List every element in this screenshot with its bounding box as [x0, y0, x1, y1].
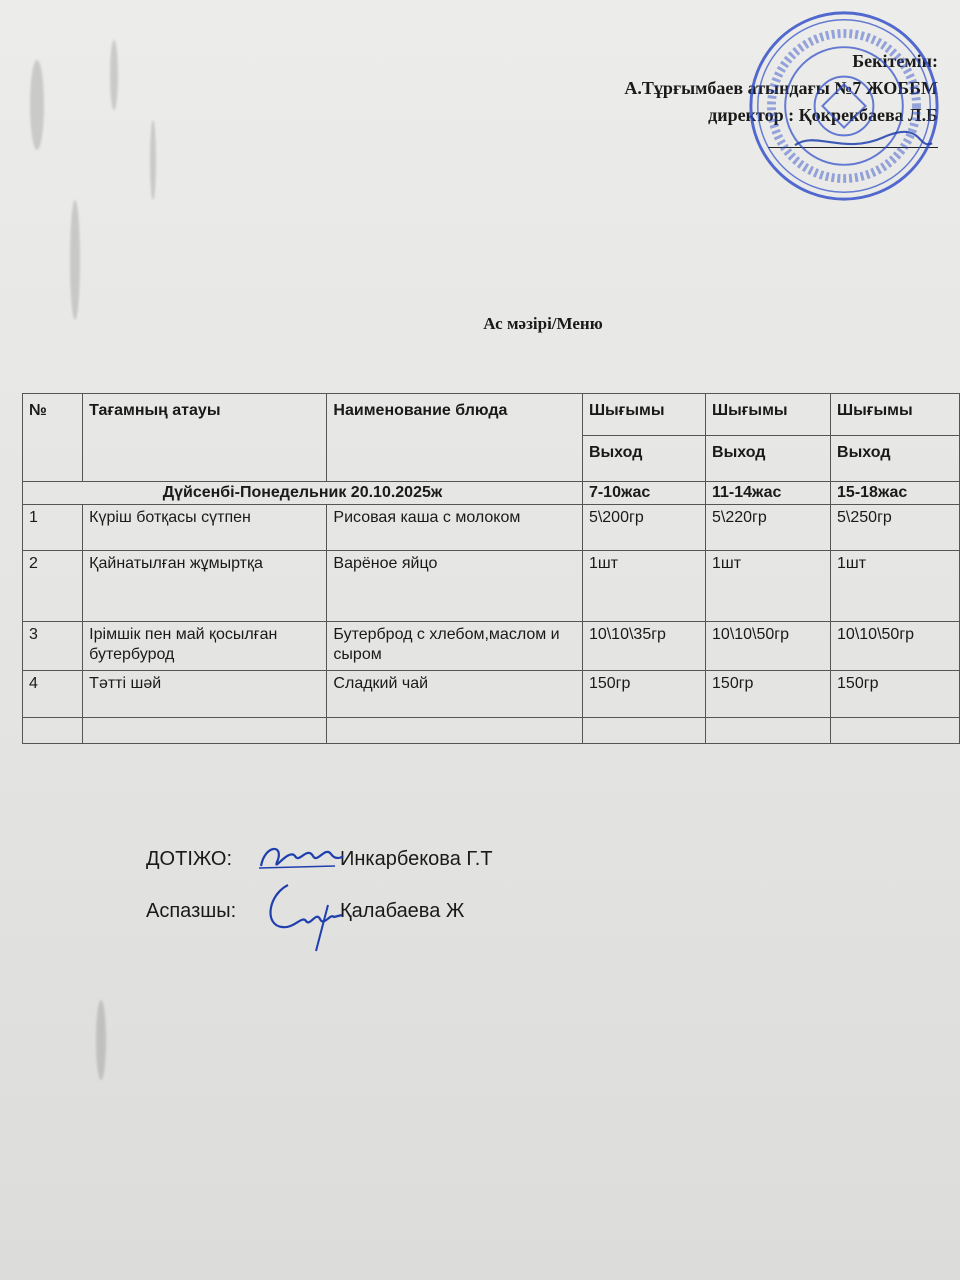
- dish-name-kz: Қайнатылған жұмыртқа: [83, 551, 327, 622]
- official-stamp-seal: [746, 8, 942, 204]
- table-row-empty: [23, 718, 960, 744]
- dish-name-ru: Рисовая каша с молоком: [327, 505, 583, 551]
- age-group: 15-18жас: [831, 482, 960, 505]
- row-number: 4: [23, 671, 83, 718]
- dish-name-kz: Күріш ботқасы сүтпен: [83, 505, 327, 551]
- cook-signature: [258, 875, 348, 955]
- header-dish-name-kz: Тағамның атауы: [83, 394, 327, 482]
- table-row: [23, 551, 960, 622]
- header-yield-kz: Шығымы: [582, 394, 705, 436]
- yield-15-18: 150гр: [831, 671, 960, 718]
- header-yield-kz: Шығымы: [706, 394, 831, 436]
- yield-7-10: 150гр: [582, 671, 705, 718]
- table-row: [23, 622, 960, 671]
- age-group: 7-10жас: [582, 482, 705, 505]
- yield-7-10: 5\200гр: [582, 505, 705, 551]
- day-row: [23, 482, 960, 505]
- cook-label: Аспазшы:: [146, 900, 237, 922]
- approval-school: А.Тұрғымбаев атындағы №7 ЖОББМ: [624, 78, 938, 98]
- header-yield-ru: Выход: [831, 436, 960, 482]
- row-number: 1: [23, 505, 83, 551]
- age-group: 11-14жас: [706, 482, 831, 505]
- ink-smudge: [96, 1000, 106, 1080]
- yield-7-10: 1шт: [582, 551, 705, 622]
- row-number: 3: [23, 622, 83, 671]
- yield-15-18: 10\10\50гр: [831, 622, 960, 671]
- yield-11-14: 1шт: [706, 551, 831, 622]
- approval-director: директор : Қокрекбаева Л.Б: [708, 105, 938, 125]
- yield-11-14: 10\10\50гр: [706, 622, 831, 671]
- nurse-name: Инкарбекова Г.Т: [340, 848, 493, 870]
- yield-15-18: 5\250гр: [831, 505, 960, 551]
- table-header-row: [23, 394, 960, 436]
- dish-name-kz: Тәтті шәй: [83, 671, 327, 718]
- yield-7-10: 10\10\35гр: [582, 622, 705, 671]
- header-number: №: [23, 394, 83, 482]
- header-yield-ru: Выход: [706, 436, 831, 482]
- row-number: 2: [23, 551, 83, 622]
- ink-smudge: [70, 200, 80, 320]
- yield-15-18: 1шт: [831, 551, 960, 622]
- yield-11-14: 150гр: [706, 671, 831, 718]
- dish-name-ru: Бутерброд с хлебом,маслом и сыром: [327, 622, 583, 671]
- header-dish-name-ru: Наименование блюда: [327, 394, 583, 482]
- table-row: [23, 671, 960, 718]
- ink-smudge: [110, 40, 118, 110]
- ink-smudge: [150, 120, 156, 200]
- table-row: [23, 505, 960, 551]
- page-title: Ас мәзірі/Меню: [483, 314, 603, 333]
- nurse-label: ДОТІЖО:: [146, 848, 233, 870]
- dish-name-kz: Ірімшік пен май қосылған бутербурод: [83, 622, 327, 671]
- ink-smudge: [30, 60, 44, 150]
- yield-11-14: 5\220гр: [706, 505, 831, 551]
- dish-name-ru: Сладкий чай: [327, 671, 583, 718]
- approval-heading: Бекітемін:: [852, 51, 938, 71]
- menu-table: [22, 393, 960, 744]
- header-yield-ru: Выход: [582, 436, 705, 482]
- dish-name-ru: Варёное яйцо: [327, 551, 583, 622]
- nurse-signature: [255, 838, 345, 878]
- day-label: Дүйсенбі-Понедельник 20.10.2025ж: [23, 482, 583, 505]
- cook-name: Қалабаева Ж: [340, 900, 465, 922]
- header-yield-kz: Шығымы: [831, 394, 960, 436]
